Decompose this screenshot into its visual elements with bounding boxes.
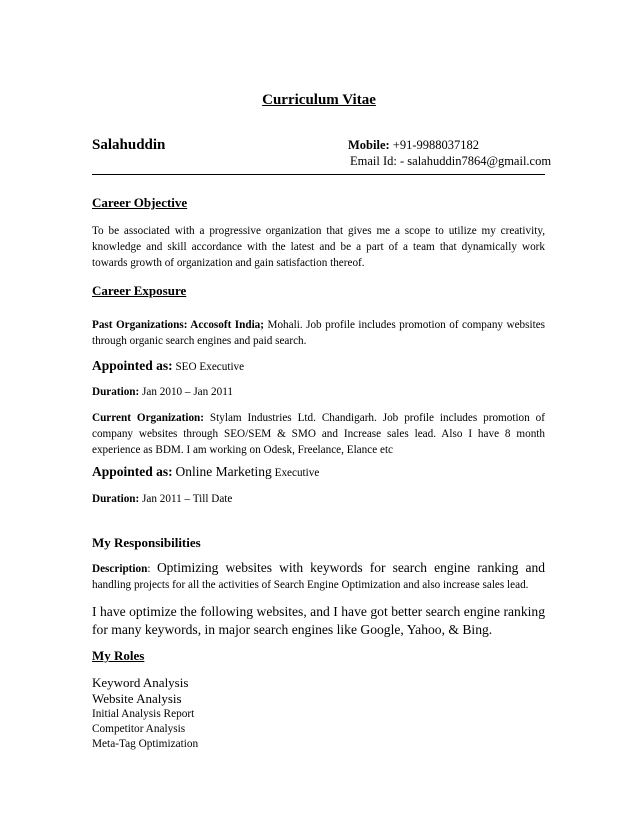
current-organization-label: Current Organization: — [92, 412, 204, 424]
email-line — [350, 154, 551, 169]
past-organization-text: Mohali. Job profile includes promotion of company websites through organic search engines and paid search. — [92, 319, 546, 347]
candidate-name: Salahuddin — [92, 137, 166, 153]
appointed-label-2: Appointed as: — [92, 464, 173, 479]
duration-value-2: Jan 2011 – Till Date — [142, 493, 233, 505]
duration-label-1: Duration: — [92, 386, 140, 398]
current-organization-paragraph — [92, 410, 545, 458]
duration-2 — [92, 493, 232, 505]
current-organization-text: Stylam Industries Ltd. Chandigarh. Job profile includes promotion of company websites through SEO/SEM & SMO and Increase sales lead. Also I have 8 month experience as BDM. I am working on Odesk, Freelance, Elance etc — [92, 412, 545, 456]
appointed-as-1 — [92, 358, 244, 374]
description-label: Description — [92, 563, 148, 575]
duration-label-2: Duration: — [92, 493, 140, 505]
email-address: salahuddin7864@gmail.com — [407, 154, 552, 168]
mobile-number: +91-9988037182 — [392, 138, 480, 152]
appointed-value-2: Online Marketing — [175, 464, 272, 479]
appointed-value-2-tail: Executive — [274, 467, 320, 479]
description-text-large: Optimizing websites with keywords for search engine ranking and — [156, 560, 545, 575]
role-item: Website Analysis — [92, 691, 182, 706]
role-item: Keyword Analysis — [92, 675, 189, 690]
header-divider — [92, 174, 545, 175]
mobile-label: Mobile: — [348, 138, 390, 152]
responsibilities-description: Description: Optimizing websites with keywords for search engine ranking and handling projects for all the activities of Search Engine Optimization and also increase sales lead. — [92, 560, 545, 591]
email-label: Email Id: - — [350, 154, 405, 168]
appointed-label-1: Appointed as: — [92, 358, 173, 373]
role-item: Initial Analysis Report — [92, 708, 195, 720]
duration-1 — [92, 386, 233, 398]
career-exposure-heading: Career Exposure — [92, 283, 187, 298]
past-organization-paragraph — [92, 317, 545, 349]
appointed-value-1: SEO Executive — [175, 361, 245, 373]
mobile-line — [348, 138, 479, 153]
role-item: Meta-Tag Optimization — [92, 738, 199, 750]
description-text-small: handling projects for all the activities of Search Engine Optimization and also increase sales lead. — [92, 579, 529, 591]
role-item: Competitor Analysis — [92, 723, 186, 735]
appointed-as-2 — [92, 464, 319, 480]
career-objective-heading: Career Objective — [92, 195, 188, 210]
document-title: Curriculum Vitae — [262, 92, 376, 108]
roles-heading: My Roles — [92, 648, 145, 663]
responsibilities-summary: I have optimize the following websites, and I have got better search engine ranking for many keywords, in major search engines like Google, Yahoo, & Bing. — [92, 604, 545, 637]
past-organization-label: Past Organizations: Accosoft India; — [92, 319, 265, 331]
career-objective-text: To be associated with a progressive organization that gives me a scope to utilize my creativity, knowledge and skill accordance with the latest and be a part of a team that dynamically work towards growth of organization and gain satisfaction thereof. — [92, 225, 545, 269]
roles-list — [92, 675, 198, 752]
responsibilities-heading: My Responsibilities — [92, 535, 201, 550]
duration-value-1: Jan 2010 – Jan 2011 — [142, 386, 233, 398]
